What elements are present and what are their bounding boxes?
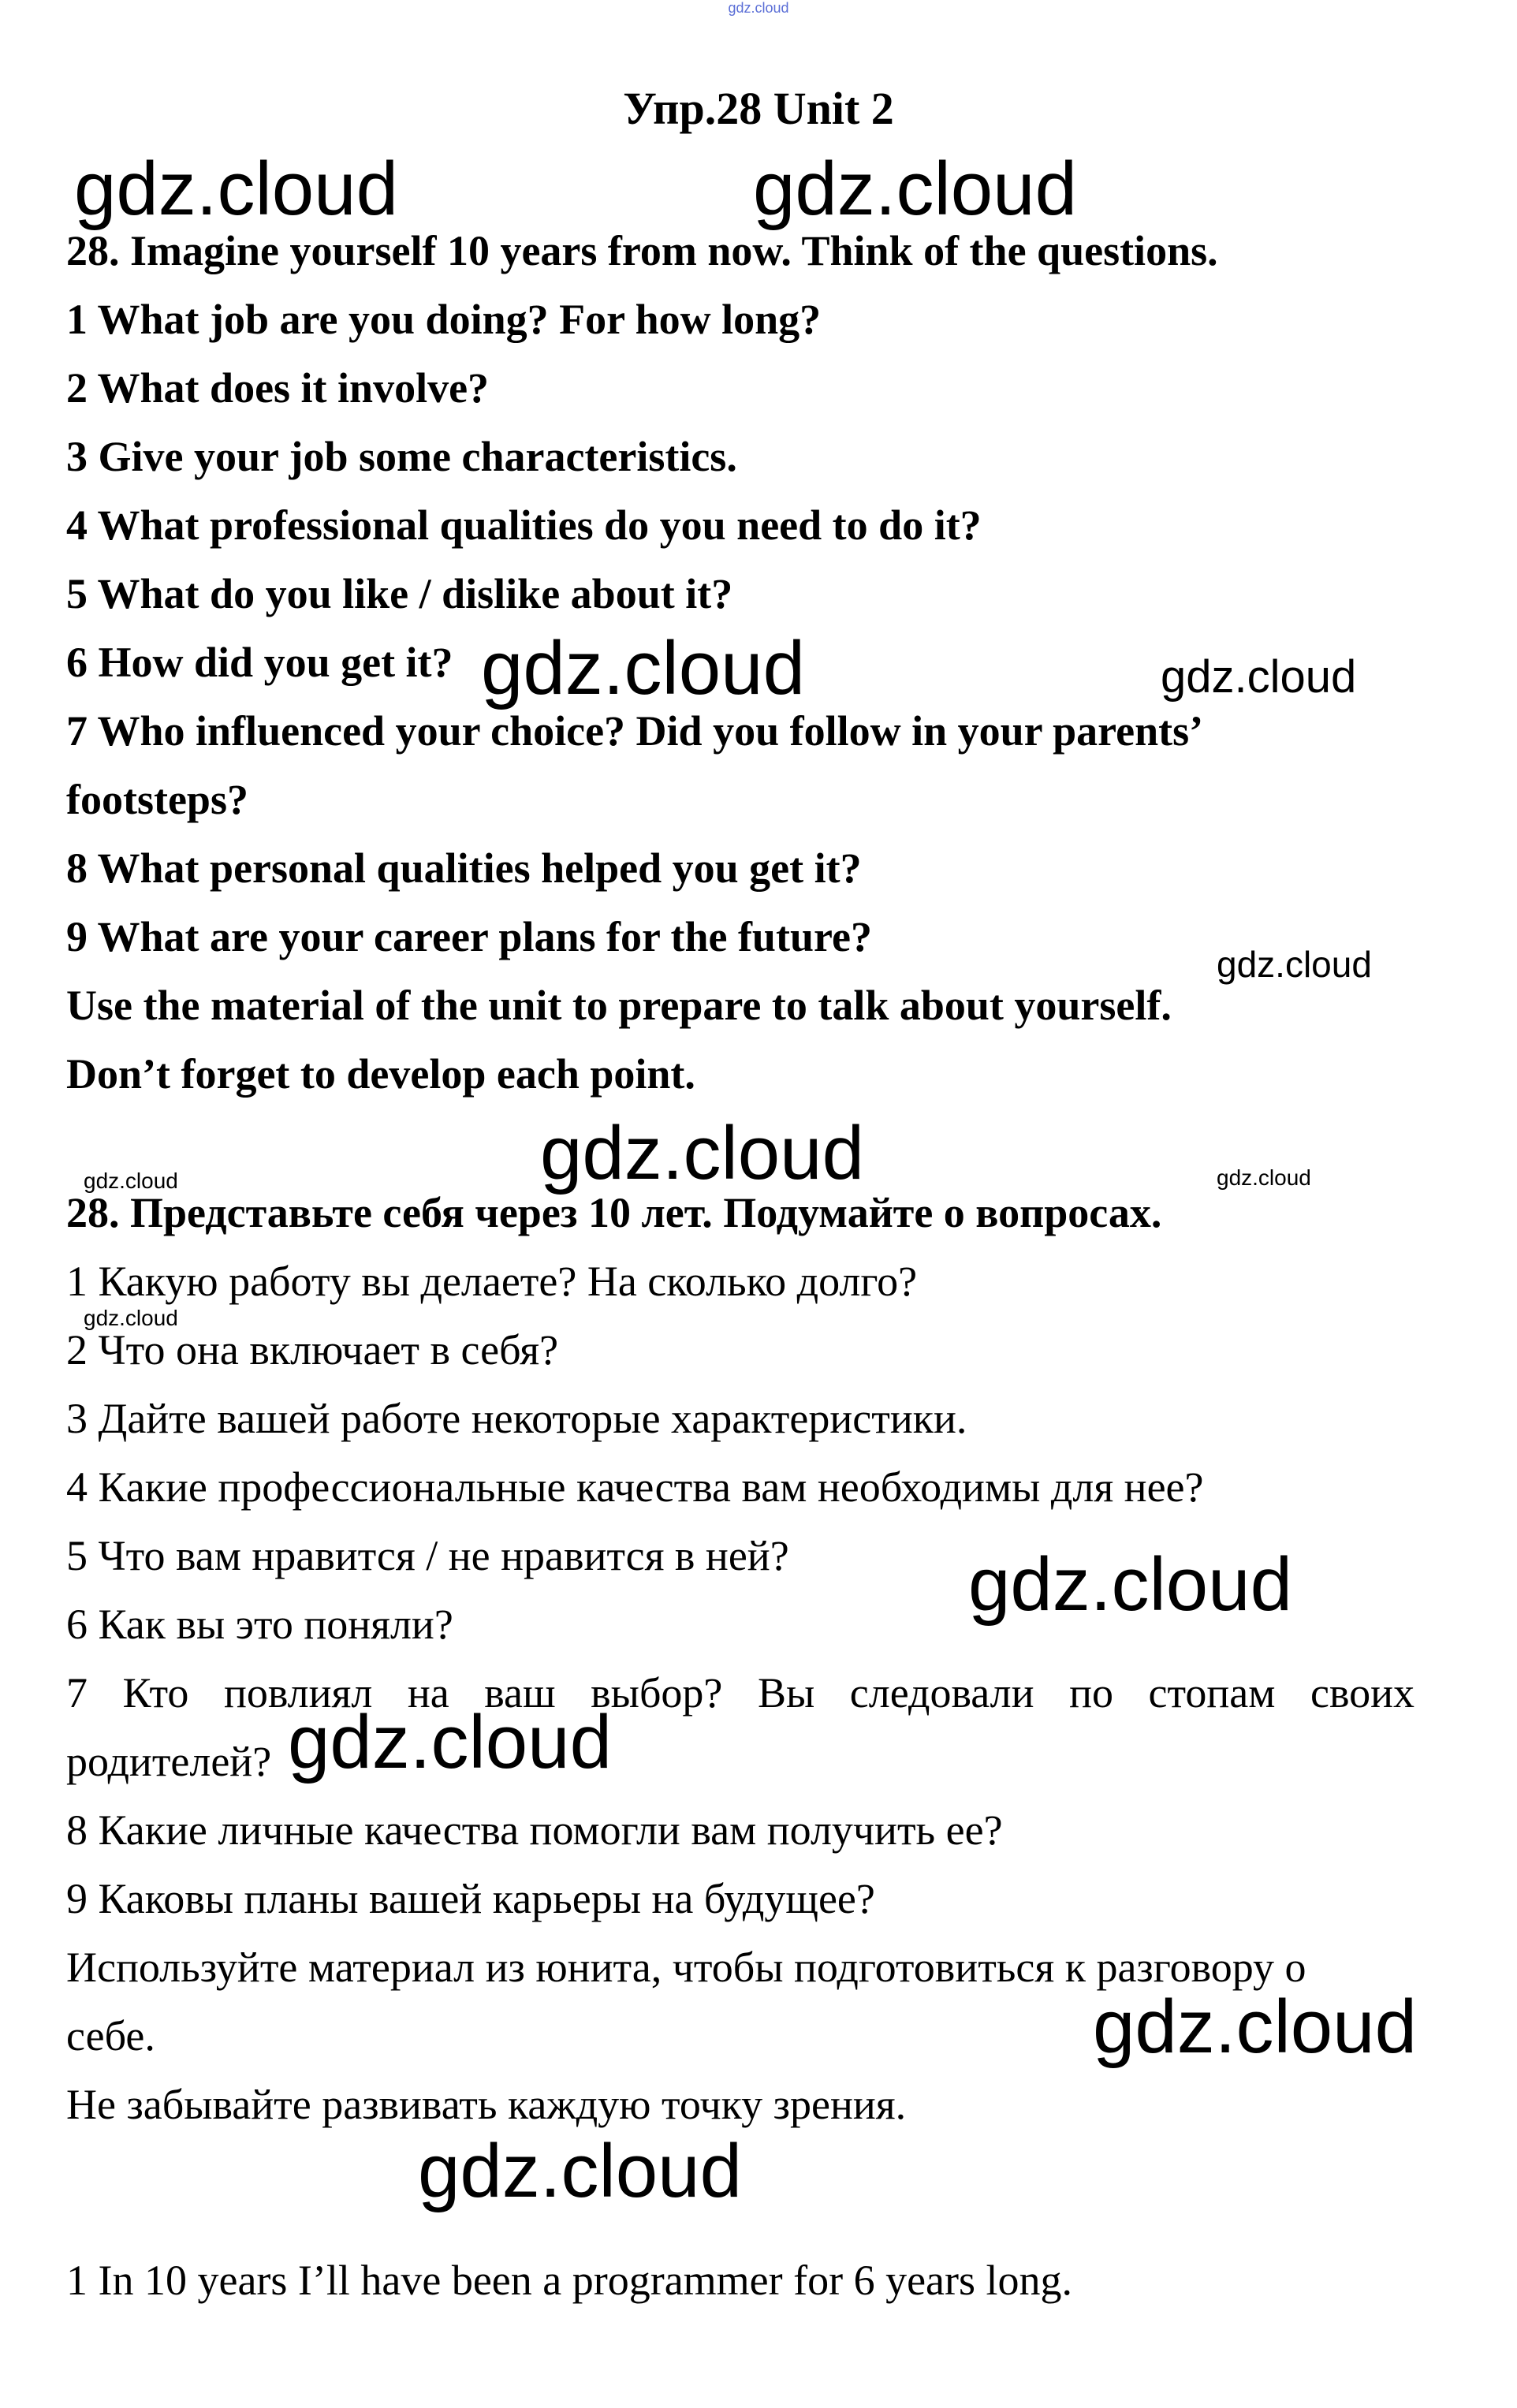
english-question-7: 7 Who influenced your choice? Did you follow in your parents’ (66, 707, 1204, 755)
russian-instruction-1: Используйте материал из юнита, чтобы подготовиться к разговору о (66, 1944, 1306, 1991)
russian-question-3: 3 Дайте вашей работе некоторые характеристики. (66, 1395, 967, 1442)
top-watermark: gdz.cloud (728, 0, 789, 16)
english-question-3: 3 Give your job some characteristics. (66, 433, 737, 480)
english-question-7-continued: footsteps? (66, 776, 248, 823)
english-question-5: 5 What do you like / dislike about it? (66, 570, 733, 617)
russian-question-4: 4 Какие профессиональные качества вам необходимы для нее? (66, 1463, 1204, 1511)
english-question-1: 1 What job are you doing? For how long? (66, 296, 822, 343)
russian-question-6: 6 Как вы это поняли? (66, 1601, 453, 1648)
russian-question-8: 8 Какие личные качества помогли вам получить ее? (66, 1806, 1003, 1854)
russian-question-9: 9 Каковы планы вашей карьеры на будущее? (66, 1875, 875, 1922)
russian-question-5: 5 Что вам нравится / не нравится в ней? (66, 1532, 789, 1579)
watermark: gdz.cloud (968, 1542, 1292, 1627)
watermark: gdz.cloud (1161, 651, 1357, 703)
page-title: Упр.28 Unit 2 (623, 83, 894, 134)
russian-instruction-1-continued: себе. (66, 2012, 155, 2059)
russian-question-2: 2 Что она включает в себя? (66, 1326, 559, 1374)
watermark: gdz.cloud (1217, 944, 1372, 985)
english-question-8: 8 What personal qualities helped you get it? (66, 844, 862, 892)
watermark: gdz.cloud (1093, 1985, 1417, 2069)
russian-question-7-continued: родителей? (66, 1738, 272, 1785)
english-question-4: 4 What professional qualities do you need to do it? (66, 501, 982, 549)
english-question-6: 6 How did you get it? (66, 639, 453, 686)
russian-instruction-2: Не забывайте развивать каждую точку зрения. (66, 2081, 907, 2128)
english-question-2: 2 What does it involve? (66, 364, 490, 412)
english-heading: 28. Imagine yourself 10 years from now. Think of the questions. (66, 227, 1218, 274)
watermark: gdz.cloud (1217, 1165, 1311, 1190)
russian-question-7: 7 Кто повлиял на ваш выбор? Вы следовали по стопам своих (66, 1669, 1414, 1717)
answer-line: 1 In 10 years I’ll have been a programmer for 6 years long. (66, 2257, 1073, 2304)
english-instruction-1: Use the material of the unit to prepare to talk about yourself. (66, 982, 1172, 1029)
watermark: gdz.cloud (288, 1700, 612, 1784)
watermark: gdz.cloud (481, 626, 805, 710)
watermark: gdz.cloud (74, 147, 398, 231)
english-question-9: 9 What are your career plans for the future? (66, 913, 872, 960)
english-instruction-2: Don’t forget to develop each point. (66, 1050, 695, 1098)
russian-heading: 28. Представьте себя через 10 лет. Подумайте о вопросах. (66, 1189, 1162, 1236)
watermark: gdz.cloud (753, 147, 1077, 231)
watermark: gdz.cloud (540, 1111, 864, 1195)
watermark: gdz.cloud (84, 1169, 178, 1193)
russian-question-1: 1 Какую работу вы делаете? На сколько долго? (66, 1258, 918, 1305)
watermark: gdz.cloud (84, 1306, 178, 1330)
watermark: gdz.cloud (418, 2129, 742, 2213)
